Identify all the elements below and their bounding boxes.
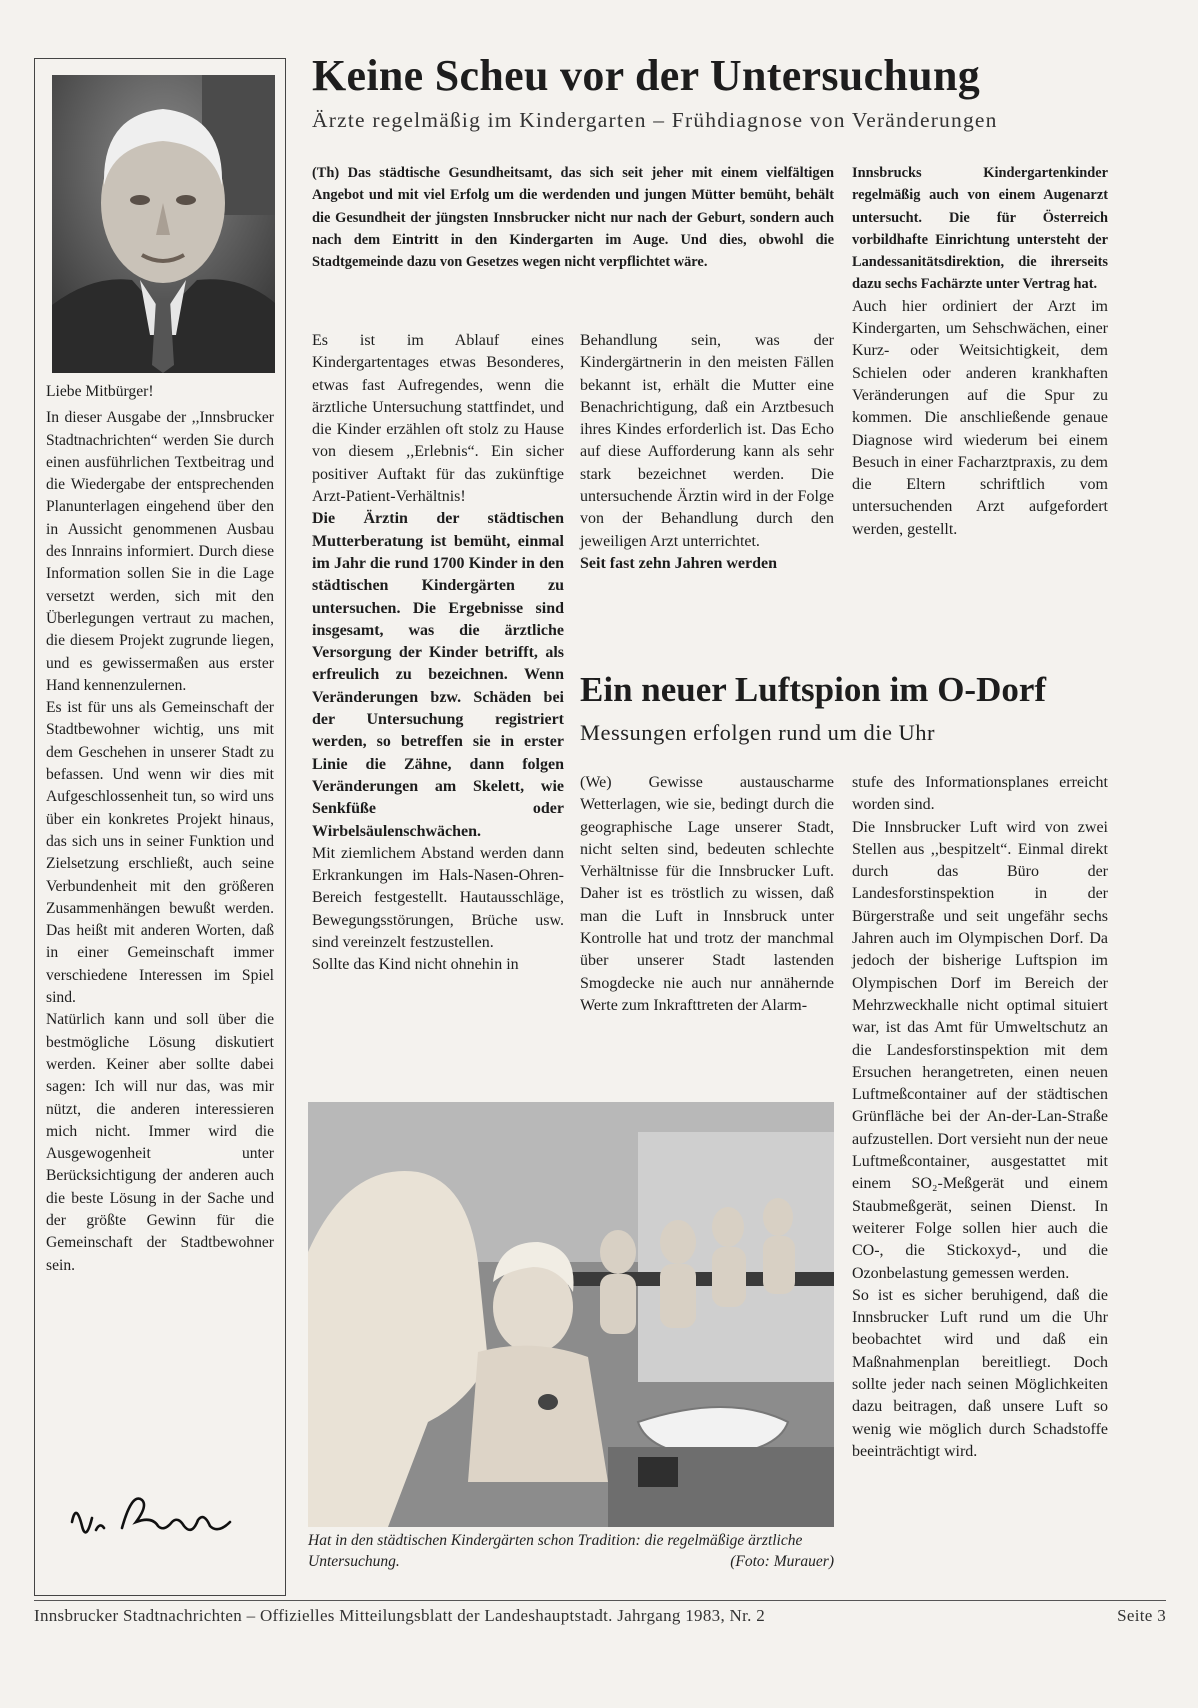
body-paragraph: Behandlung sein, was der Kindergärtnerin in den meisten Fällen bekannt ist, erhält die Mutter eine Benachrichtigung, daß ein Arztbesuch ihres Kindes erforderlich ist. Das Echo auf diese Aufforderung kann als sehr stark bezeichnet werden. Die untersuchende Ärztin wird in der Folge von der Behandlung durch den jeweiligen Arzt unterrichtet.	[580, 332, 834, 550]
letter-greeting: Liebe Mitbürger!	[46, 383, 154, 400]
body-paragraph: So ist es sicher beruhigend, daß die Innsbrucker Luft rund um die Uhr beobachtet wird und daß ein Maßnahmenplan bereitliegt. Doch sollte jeder nach seinen Möglichkeiten dazu beitragen, daß unsere Luft so wenig wie möglich durch Schadstoffe beeinträchtigt wird.	[852, 1286, 1108, 1460]
portrait-photo	[52, 75, 275, 373]
article-column-1	[312, 330, 564, 977]
article2-subtitle: Messungen erfolgen rund um die Uhr	[580, 720, 936, 745]
photo-illustration	[308, 1102, 834, 1527]
article-column-3	[852, 162, 1108, 541]
body-paragraph-bold: Seit fast zehn Jahren werden	[580, 554, 778, 572]
portrait-illustration	[52, 75, 275, 373]
article2-title: Ein neuer Luftspion im O-Dorf	[580, 670, 1047, 709]
kindergarten-photo	[308, 1102, 834, 1527]
body-paragraph: Auch hier ordiniert der Arzt im Kindergarten, um Sehschwächen, einer Kurz- oder Weitsichtigkeit, dem Schielen oder anderen krankhaften Veränderungen auf die Spur zu kommen. Die anschließende genaue Diagnose wird wiederum bei einem Besuch in einer Facharztpraxis, zu dem die Eltern schriftlich vom untersuchenden Arzt aufgefordert werden, gestellt.	[852, 297, 1108, 538]
article2-column-1	[580, 772, 834, 1017]
signature-graphic	[62, 1482, 262, 1552]
body-paragraph: stufe des Informationsplanes erreicht worden sind.	[852, 774, 1108, 814]
lead-continuation: Innsbrucks Kindergartenkinder regelmäßig auch von einem Augenarzt untersucht. Die für Österreich vorbildhafte Einrichtung untersteht der Landessanitätsdirektion, die ihrerseits dazu sechs Fachärzte unter Vertrag hat.	[852, 165, 1108, 293]
photo-credit: (Foto: Murauer)	[730, 1553, 834, 1570]
letter-paragraph: In dieser Ausgabe der ,,Innsbrucker Stadtnachrichten“ werden Sie durch einen ausführlichen Textbeitrag und die Wiedergabe der entsprechenden Planunterlagen eingehend über den in Aussicht genommenen Ausbau des Innrains informiert. Durch diese Information sollen Sie in die Lage versetzt werden, sich mit den Überlegungen vertraut zu machen, die diesem Projekt zugrunde liegen, und es gewissermaßen aus erster Hand kennenzulernen.	[46, 409, 274, 694]
photo-caption-block	[308, 1530, 834, 1572]
body-paragraph: Mit ziemlichem Abstand werden dann Erkrankungen im Hals-Nasen-Ohren-Bereich festgestellt. Hautausschläge, Bewegungsstörungen, Brüche usw. sind vereinzelt festzustellen.	[312, 844, 564, 952]
article-title: Keine Scheu vor der Untersuchung	[312, 51, 981, 100]
article2-column-2	[852, 772, 1108, 1463]
footer-divider	[34, 1600, 1166, 1601]
letter-paragraph: Natürlich kann und soll über die bestmögliche Lösung diskutiert werden. Keiner aber sollte dabei sagen: Ich will nur das, was mir nützt, die anderen interessieren mich nicht. Immer wird die Ausgewogenheit unter Berücksichtigung der anderen auch die beste Lösung in der Sache und der größte Gewinn für die Gemeinschaft der Stadtbewohner sein.	[46, 1011, 274, 1274]
article-column-2	[580, 330, 834, 575]
body-paragraph-bold: Die Ärztin der städtischen Mutterberatung ist bemüht, einmal im Jahr die rund 1700 Kinder in den städtischen Kindergärten zu untersuchen. Die Ergebnisse sind insgesamt, was die ärztliche Versorgung der Kinder betrifft, als erfreulich zu bezeichnen. Wenn Veränderungen bzw. Schäden bei der Untersuchung registriert werden, so betreffen sie in erster Linie die Zähne, dann folgen Veränderungen am Skelett, wie Senkfüße oder Wirbelsäulenschwächen.	[312, 510, 564, 840]
body-paragraph: (We) Gewisse austauscharme Wetterlagen, wie sie, bedingt durch die geographische Lage unserer Stadt, nicht selten sind, bedeuten schlechte Verhältnisse für die Innsbrucker Luft. Daher ist es tröstlich zu wissen, daß man die Luft in Innsbruck unter Kontrolle hat und trotz der manchmal über unserer Stadt lastenden Smogdecke nie auch nur annähernde Werte zum Inkrafttreten der Alarm-	[580, 774, 834, 1014]
footer-publication: Innsbrucker Stadtnachrichten – Offizielles Mitteilungsblatt der Landeshauptstadt. Jahrgang 1983, Nr. 2	[34, 1606, 766, 1625]
letter-paragraph: Es ist für uns als Gemeinschaft der Stadtbewohner wichtig, uns mit dem Geschehen in unserer Stadt zu befassen. Und wenn wir dies mit Aufgeschlossenheit tun, so wird uns über ein konkretes Projekt hinaus, das sich uns in seiner Funktion und Zielsetzung erschließt, auch seine Verbundenheit mit den größeren Zusammenhängen bewußt werden. Das heißt mit anderen Worten, daß in einer Gemeinschaft immer verschiedene Interessen im Spiel sind.	[46, 699, 274, 1007]
body-paragraph: Es ist im Ablauf eines Kindergartentages etwas Besonderes, etwas fast Aufregendes, wenn die ärztliche Untersuchung stattfindet, und die Kinder erzählen oft stolz zu Hause von diesem ,,Erlebnis“. Ein sicher positiver Auftakt für das zukünftige Arzt-Patient-Verhältnis!	[312, 332, 564, 506]
article-lead: (Th) Das städtische Gesundheitsamt, das sich seit jeher mit einem vielfältigen Angebot und mit viel Erfolg um die werdenden und jungen Mütter bemüht, behält die Gesundheit der jüngsten Innsbrucker nicht nur nach der Geburt, sondern auch nach dem Eintritt in den Kindergarten im Auge. Und dies, obwohl die Stadtgemeinde dazu von Gesetzes wegen nicht verpflichtet wäre.	[312, 165, 834, 271]
page-footer	[34, 1606, 1166, 1626]
mayor-letter	[46, 381, 274, 1277]
body-paragraph: Die Innsbrucker Luft wird von zwei Stellen aus ,,bespitzelt“. Einmal direkt durch das Büro der Landesforstinspektion in der Bürgerstraße und seit ungefähr sechs Jahren auch im Olympischen Dorf. Da jedoch der bisherige Luftspion im Olympischen Dorf im Bereich der Mehrzweckhalle nicht optimal situiert war, ist das Amt für Umweltschutz an die Landesforstinspektion mit dem Ersuchen herangetreten, einen neuen Luftmeßcontainer auf der städtischen Grünfläche bei der An-der-Lan-Straße aufzustellen. Dort versieht nun der neue Luftmeßcontainer, ausgestattet mit einem SO₂-Meßgerät und einem Staubmeßgerät, seinen Dienst. In weiterer Folge sollen hier auch die CO-, die Stickoxyd-, und die Ozonbelastung gemessen werden.	[852, 818, 1108, 1282]
body-paragraph: Sollte das Kind nicht ohnehin in	[312, 956, 519, 974]
article-subtitle: Ärzte regelmäßig im Kindergarten – Frühdiagnose von Veränderungen	[312, 108, 998, 132]
signature	[62, 1482, 262, 1552]
page-number: Seite 3	[1117, 1606, 1166, 1625]
photo-caption: Hat in den städtischen Kindergärten schon Tradition: die regelmäßige ärztliche Untersuchung.	[308, 1532, 803, 1570]
